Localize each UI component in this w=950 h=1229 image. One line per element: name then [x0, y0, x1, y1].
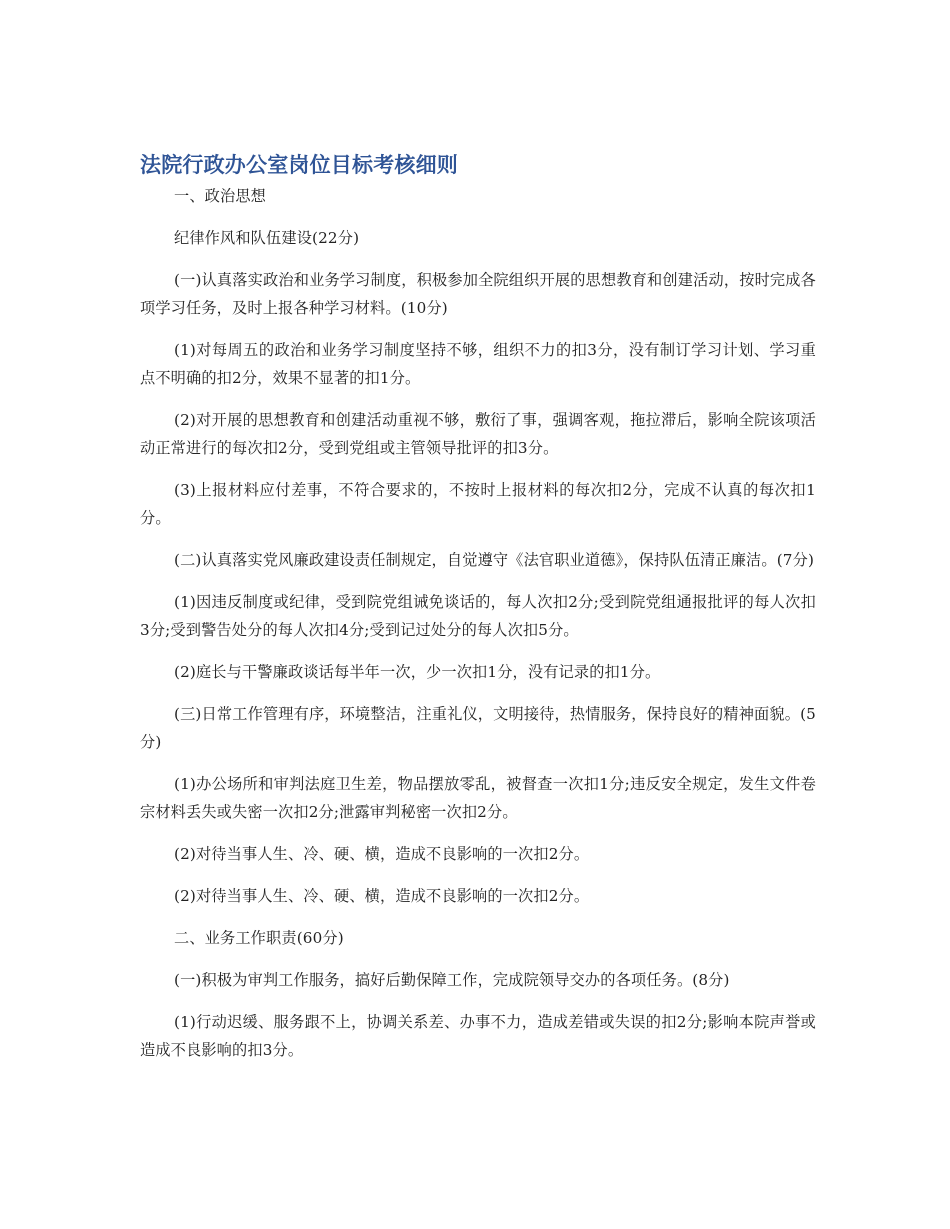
paragraph: (2)对待当事人生、冷、硬、横，造成不良影响的一次扣2分。	[174, 887, 590, 905]
paragraph: (1)因违反制度或纪律，受到院党组诫免谈话的，每人次扣2分;受到院党组通报批评的每人次扣3分;受到警告处分的每人次扣4分;受到记过处分的每人次扣5分。	[140, 593, 816, 639]
subsection-heading: 纪律作风和队伍建设(22分)	[174, 229, 360, 247]
document-title: 法院行政办公室岗位目标考核细则	[140, 153, 458, 177]
paragraph: (二)认真落实党风廉政建设责任制规定，自觉遵守《法官职业道德》，保持队伍清正廉洁。(7分)	[174, 551, 815, 569]
paragraph: (3)上报材料应付差事，不符合要求的，不按时上报材料的每次扣2分，完成不认真的每次扣1分。	[140, 481, 816, 527]
paragraph: (三)日常工作管理有序，环境整洁，注重礼仪，文明接待，热情服务，保持良好的精神面貌。(5分)	[140, 705, 816, 751]
paragraph: (2)庭长与干警廉政谈话每半年一次，少一次扣1分，没有记录的扣1分。	[174, 663, 661, 681]
document-body	[140, 150, 816, 1078]
section-heading: 二、业务工作职责(60分)	[174, 929, 344, 947]
paragraph: (一)认真落实政治和业务学习制度，积极参加全院组织开展的思想教育和创建活动，按时完成各项学习任务，及时上报各种学习材料。(10分)	[140, 271, 816, 317]
paragraph: (1)行动迟缓、服务跟不上，协调关系差、办事不力，造成差错或失误的扣2分;影响本院声誉或造成不良影响的扣3分。	[140, 1013, 816, 1059]
paragraph: (1)对每周五的政治和业务学习制度坚持不够，组织不力的扣3分，没有制订学习计划、学习重点不明确的扣2分，效果不显著的扣1分。	[140, 341, 816, 387]
paragraph: (2)对开展的思想教育和创建活动重视不够，敷衍了事，强调客观，拖拉滞后，影响全院该项活动正常进行的每次扣2分，受到党组或主管领导批评的扣3分。	[140, 411, 816, 457]
paragraph: (1)办公场所和审判法庭卫生差，物品摆放零乱，被督查一次扣1分;违反安全规定，发生文件卷宗材料丢失或失密一次扣2分;泄露审判秘密一次扣2分。	[140, 775, 816, 821]
paragraph: (2)对待当事人生、冷、硬、横，造成不良影响的一次扣2分。	[174, 845, 590, 863]
section-heading: 一、政治思想	[174, 187, 267, 205]
paragraph: (一)积极为审判工作服务，搞好后勤保障工作，完成院领导交办的各项任务。(8分)	[174, 971, 730, 989]
